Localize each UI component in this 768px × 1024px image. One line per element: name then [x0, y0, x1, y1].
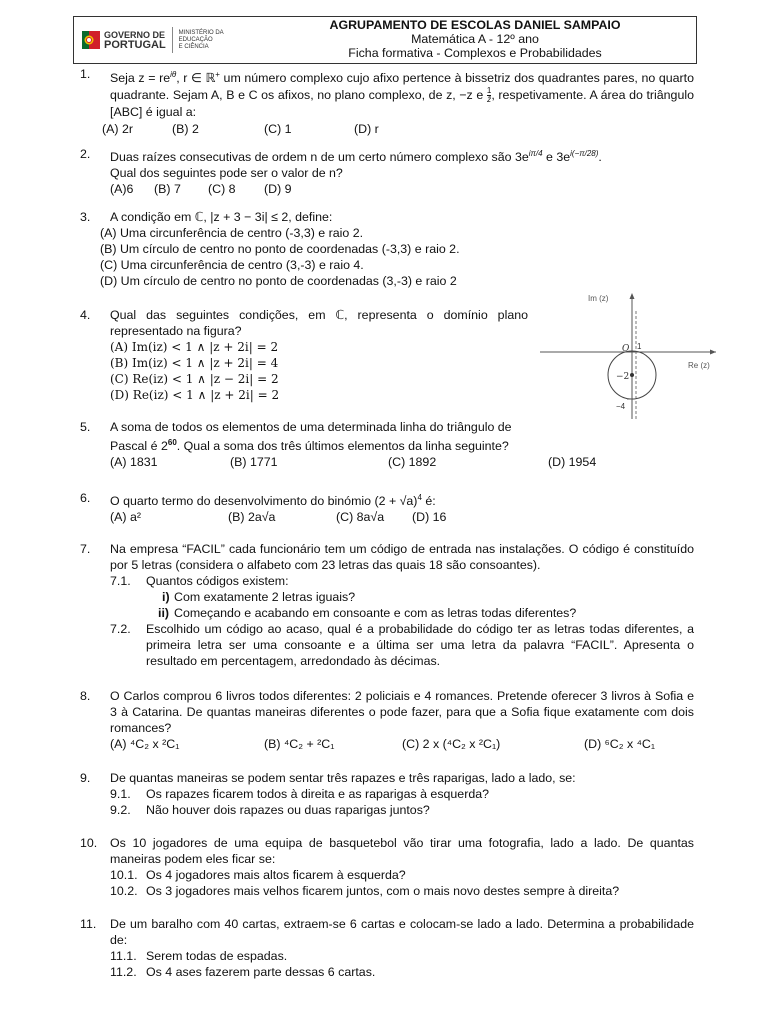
q7-sub-7-1: [110, 573, 694, 589]
school-name: AGRUPAMENTO DE ESCOLAS DANIEL SAMPAIO: [329, 18, 621, 32]
circle-center-point: [630, 373, 634, 377]
q6-options: [110, 509, 694, 525]
item-number: i): [162, 590, 170, 604]
option-b[interactable]: (B) 2a√a: [228, 510, 276, 525]
q1-text-d: , respetivamente. A área do triângulo [ABC] é igual a:: [110, 88, 694, 120]
option-b[interactable]: (B) Im(iz) < 1 ∧ |z + 2i| = 4: [110, 356, 279, 370]
option-a[interactable]: (A) ⁴C₂ x ²C₁: [110, 737, 180, 751]
q7-sub-7-2: [110, 621, 694, 669]
real-axis-arrow: [710, 350, 716, 355]
sub-number: 9.1.: [110, 787, 131, 801]
q6-text-a: O quarto termo do desenvolvimento do binómio (2 + √a): [110, 494, 418, 509]
option-d[interactable]: (D) Um círculo de centro no ponto de coordenadas (3,-3) e raio 2: [100, 274, 457, 288]
question-number: 4.: [80, 308, 91, 322]
option-d[interactable]: (D) Re(iz) < 1 ∧ |z + 2i| = 2: [110, 388, 280, 402]
item-number: ii): [158, 606, 170, 620]
sub-number: 11.2.: [110, 965, 137, 979]
q2-text-c: .: [598, 150, 602, 165]
option-a[interactable]: (A)6: [110, 182, 134, 197]
question-number: 11.: [80, 917, 97, 931]
gov-line1: GOVERNO DE: [104, 30, 166, 40]
q9-sub-2: [110, 802, 694, 818]
option-d[interactable]: (D) 1954: [548, 455, 597, 470]
q6-text-b: é:: [421, 494, 436, 509]
sub-number: 9.2.: [110, 803, 131, 817]
question-number: 10.: [80, 836, 98, 850]
page-header: [73, 16, 697, 64]
question-number: 7.: [80, 542, 91, 556]
question-text: De quantas maneiras se podem sentar três rapazes e três raparigas, lado a lado, se:: [110, 771, 576, 785]
option-b[interactable]: (B) Um círculo de centro no ponto de coordenadas (-3,3) e raio 2.: [100, 242, 460, 256]
q11-sub-1: [110, 948, 694, 964]
q3-options: [100, 225, 694, 289]
sub-text: Os 3 jogadores mais velhos ficarem juntos, com o mais novo destes sempre à direita?: [146, 884, 620, 898]
q7-item-i: [162, 589, 694, 605]
question-text: Seja $z = re^{i\theta}$, r ∈ ℝ+ um número complexo cujo afixo pertence à bissetriz dos quadrantes pares, no quarto quadrante. Sejam A, B e C os afixos, no plano complexo, de z, −z e $\frac{1}{z̄}$ , respetivamente. A área do triângulo [ABC] é igual a:: [110, 70, 694, 120]
question-text: A condição em ℂ, |z + 3 − 3i| ≤ 2, define:: [110, 210, 333, 224]
government-logo: [74, 17, 254, 63]
q1-text-c: um número complexo cujo afixo pertence à bissetriz dos quadrantes pares, no quarto quadrante. Sejam A, B e C os afixos, no plano complexo, de z, −z e: [110, 71, 694, 103]
q1-text-b: , r ∈ ℝ: [176, 71, 216, 86]
option-d[interactable]: (D) 16: [412, 510, 447, 525]
question-number: 8.: [80, 689, 91, 703]
sub-text: Os rapazes ficarem todos à direita e as raparigas à esquerda?: [146, 787, 489, 801]
question-number: 1.: [80, 67, 91, 81]
option-c[interactable]: (C) Uma circunferência de centro (3,-3) e raio 4.: [100, 258, 364, 272]
question-text: O Carlos comprou 6 livros todos diferentes: 2 policiais e 4 romances. Pretende oferecer 3 livros à Sofia e 3 à Catarina. De quantas maneiras diferentes o pode fazer, para que a Sofia fique exatamente com dois romances?: [110, 689, 694, 735]
im-axis-label: Im (z): [588, 294, 609, 303]
q8-options: [110, 736, 694, 752]
question-number: 5.: [80, 420, 91, 434]
ministry-line2: E CIÊNCIA: [178, 43, 209, 50]
sub-number: 10.1.: [110, 868, 138, 882]
option-c[interactable]: (C) 8a√a: [336, 510, 385, 525]
sub-text: Os 4 ases fazerem parte dessas 6 cartas.: [146, 965, 376, 979]
question-3: [80, 209, 694, 289]
option-c[interactable]: (C) Re(iz) < 1 ∧ |z − 2i| = 2: [110, 372, 279, 386]
sub-number: 10.2.: [110, 884, 138, 898]
header-titles: [254, 17, 696, 63]
sheet-title: Ficha formativa - Complexos e Probabilidades: [348, 46, 602, 60]
option-b[interactable]: (B) 1771: [230, 455, 278, 470]
government-name: [104, 30, 166, 50]
sub-text: Não houver dois rapazes ou duas raparigas juntos?: [146, 803, 430, 817]
sub-text: Escolhido um código ao acaso, qual é a probabilidade do código ter as letras todas diferentes, a primeira letra ser uma consoante e a última ser uma letra da palavra “FACIL”. Apresenta o resultado em percentagem, arredondado às décimas.: [146, 622, 694, 668]
q9-sub-1: [110, 786, 694, 802]
q5-power-base: 2: [160, 439, 168, 454]
question-text: [110, 490, 694, 509]
q7-item-ii: [158, 605, 694, 621]
re-axis-label: Re (z): [688, 361, 710, 370]
question-5: [80, 419, 694, 470]
q4-options: [110, 339, 528, 403]
question-text: De um baralho com 40 cartas, extraem-se 6 cartas e colocam-se lado a lado. Determina a probabilidade de:: [110, 917, 694, 947]
option-a[interactable]: (A) Im(iz) < 1 ∧ |z + 2i| = 2: [110, 340, 279, 354]
option-a[interactable]: (A) a²: [110, 510, 141, 525]
option-d[interactable]: (D) 9: [264, 182, 292, 197]
question-4: [80, 307, 528, 403]
question-number: 2.: [80, 147, 91, 161]
q2-options: [110, 181, 694, 197]
question-8: [80, 688, 694, 752]
option-b[interactable]: (B) 7: [154, 182, 181, 197]
sub-number: 7.1.: [110, 574, 131, 588]
q2-line2: Qual dos seguintes pode ser o valor de n?: [110, 166, 343, 181]
question-6: [80, 490, 694, 525]
question-number: 3.: [80, 210, 91, 224]
sub-number: 11.1.: [110, 949, 137, 963]
one-label: 1: [637, 342, 642, 351]
option-a[interactable]: (A) 2r: [102, 122, 133, 137]
q2-exp1: iπ/4: [528, 149, 543, 158]
logo-divider: [172, 27, 173, 53]
subject-name: Matemática A - 12º ano: [411, 32, 539, 46]
sub-number: 7.2.: [110, 622, 131, 636]
option-b[interactable]: (B) 2: [172, 122, 199, 137]
gov-line2: PORTUGAL: [104, 39, 166, 51]
question-2: [80, 146, 694, 197]
minus-four-label: −4: [616, 402, 626, 411]
question-text: [110, 419, 532, 454]
question-10: [80, 835, 694, 899]
sub-text: Os 4 jogadores mais altos ficarem à esquerda?: [146, 868, 406, 882]
question-7: [80, 541, 694, 669]
ministry-name: [179, 30, 254, 51]
sub-text: Serem todas de espadas.: [146, 949, 288, 963]
option-c[interactable]: (C) 1: [264, 122, 292, 137]
question-text: Os 10 jogadores de uma equipa de basquetebol vão tirar uma fotografia, lado a lado. De quantas maneiras podem eles ficar se:: [110, 836, 694, 866]
option-a[interactable]: (A) 1831: [110, 455, 158, 470]
minus-two-label: −2: [616, 372, 630, 382]
q11-sub-2: [110, 964, 694, 980]
ministry-line1: MINISTÉRIO DA EDUCAÇÃO: [178, 29, 224, 43]
q6-exp: 4: [417, 493, 422, 502]
question-9: [80, 770, 694, 818]
question-number: 9.: [80, 771, 91, 785]
question-11: [80, 916, 694, 980]
option-d[interactable]: (D) r: [354, 122, 379, 137]
complex-plane-figure: [540, 289, 716, 429]
q1-text-a: Seja z = re: [110, 71, 171, 86]
q10-sub-1: [110, 867, 694, 883]
question-text: [110, 146, 694, 181]
question-1: [80, 66, 694, 137]
q1-options: [102, 121, 694, 137]
question-text: Na empresa “FACIL” cada funcionário tem um código de entrada nas instalações. O código é constituído por 5 letras (considera o alfabeto com 23 letras das quais 18 são consoantes).: [110, 542, 694, 572]
q5-options: [110, 454, 694, 470]
portugal-flag-icon: [82, 29, 100, 51]
item-text: Começando e acabando em consoante e com as letras todas diferentes?: [174, 606, 577, 620]
sub-text: Quantos códigos existem:: [146, 574, 289, 588]
option-a[interactable]: (A) Uma circunferência de centro (-3,3) e raio 2.: [100, 226, 364, 240]
q2-text-b: e 3e: [542, 150, 571, 165]
option-c[interactable]: (C) 1892: [388, 455, 437, 470]
q10-sub-2: [110, 883, 694, 899]
q2-exp2: i(−π/28): [570, 149, 599, 158]
item-text: Com exatamente 2 letras iguais?: [174, 590, 356, 604]
option-c[interactable]: (C) 2 x (⁴C₂ x ²C₁): [402, 737, 501, 751]
imaginary-axis-arrow: [630, 293, 635, 299]
question-number: 6.: [80, 491, 91, 505]
q5-text-b: . Qual a soma dos três últimos elementos da linha seguinte?: [176, 439, 509, 454]
option-d[interactable]: (D) ⁶C₂ x ⁴C₁: [584, 737, 656, 751]
q5-power-exp: 60: [167, 438, 177, 447]
option-c[interactable]: (C) 8: [208, 182, 236, 197]
q2-text-a: Duas raízes consecutivas de ordem n de um certo número complexo são 3e: [110, 150, 529, 165]
option-b[interactable]: (B) ⁴C₂ + ²C₁: [264, 737, 335, 751]
question-text: Qual das seguintes condições, em ℂ, representa o domínio plano representado na figura?: [110, 308, 528, 338]
q5-text-a: A soma de todos os elementos de uma determinada linha do triângulo de Pascal é: [110, 420, 512, 454]
origin-label: O: [622, 344, 630, 354]
